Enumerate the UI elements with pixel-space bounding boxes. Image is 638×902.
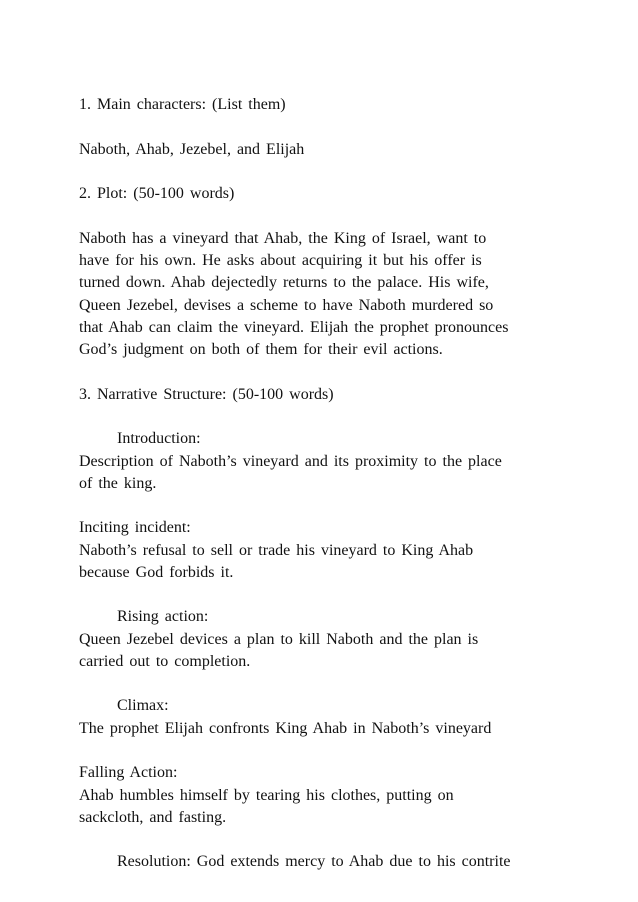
introduction-line-1: Description of Naboth’s vineyard and its proximity to the place bbox=[79, 453, 502, 470]
rising-action-line-2: carried out to completion. bbox=[79, 653, 251, 670]
inciting-incident-line-2: because God forbids it. bbox=[79, 564, 234, 581]
q2-line-6: God’s judgment on both of them for their evil actions. bbox=[79, 341, 443, 358]
resolution-line: Resolution: God extends mercy to Ahab due to his contrite bbox=[117, 853, 511, 870]
rising-action-label: Rising action: bbox=[117, 608, 209, 625]
q3-heading: 3. Narrative Structure: (50-100 words) bbox=[79, 386, 334, 403]
q2-line-5: that Ahab can claim the vineyard. Elijah the prophet pronounces bbox=[79, 319, 509, 336]
introduction-label: Introduction: bbox=[117, 430, 201, 447]
introduction-line-2: of the king. bbox=[79, 475, 157, 492]
q2-line-2: have for his own. He asks about acquiring it but his offer is bbox=[79, 252, 482, 269]
falling-action-line-2: sackcloth, and fasting. bbox=[79, 809, 227, 826]
q2-line-1: Naboth has a vineyard that Ahab, the King of Israel, want to bbox=[79, 230, 487, 247]
q2-heading: 2. Plot: (50-100 words) bbox=[79, 185, 235, 202]
q2-line-4: Queen Jezebel, devises a scheme to have Naboth murdered so bbox=[79, 297, 494, 314]
q2-line-3: turned down. Ahab dejectedly returns to the palace. His wife, bbox=[79, 274, 489, 291]
inciting-incident-label: Inciting incident: bbox=[79, 519, 191, 536]
q1-answer: Naboth, Ahab, Jezebel, and Elijah bbox=[79, 141, 305, 158]
climax-label: Climax: bbox=[117, 697, 169, 714]
rising-action-line-1: Queen Jezebel devices a plan to kill Naboth and the plan is bbox=[79, 631, 479, 648]
climax-line-1: The prophet Elijah confronts King Ahab in Naboth’s vineyard bbox=[79, 720, 492, 737]
q1-heading: 1. Main characters: (List them) bbox=[79, 96, 286, 113]
inciting-incident-line-1: Naboth’s refusal to sell or trade his vineyard to King Ahab bbox=[79, 542, 474, 559]
falling-action-line-1: Ahab humbles himself by tearing his clothes, putting on bbox=[79, 787, 454, 804]
falling-action-label: Falling Action: bbox=[79, 764, 178, 781]
